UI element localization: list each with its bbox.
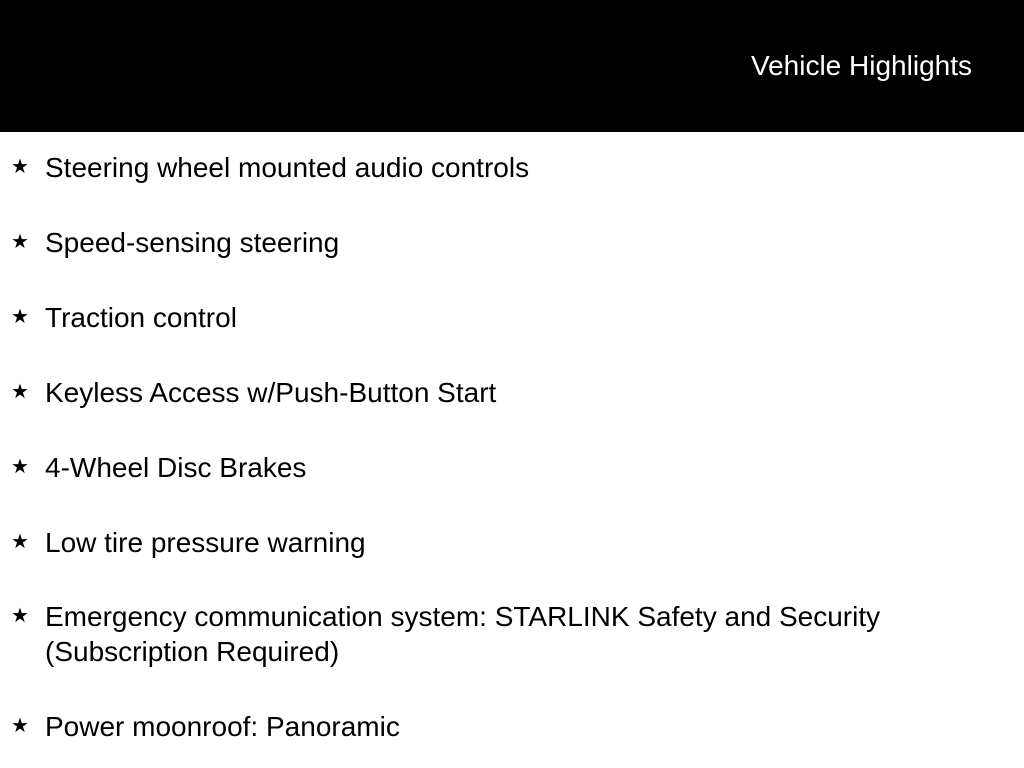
page-title: Vehicle Highlights	[750, 50, 972, 81]
highlight-text: Steering wheel mounted audio controls	[45, 152, 530, 183]
star-icon: ★	[11, 603, 29, 627]
highlight-text: Traction control	[45, 302, 237, 333]
highlight-text: Low tire pressure warning	[45, 527, 366, 558]
star-icon: ★	[11, 529, 29, 553]
star-icon: ★	[11, 454, 29, 478]
highlight-text: Power moonroof: Panoramic	[45, 711, 400, 742]
star-icon: ★	[11, 713, 29, 737]
highlight-text: Keyless Access w/Push-Button Start	[45, 377, 497, 408]
star-icon: ★	[11, 154, 29, 178]
highlight-text: 4-Wheel Disc Brakes	[45, 452, 307, 483]
star-icon: ★	[11, 304, 29, 328]
highlight-text: Emergency communication system: STARLINK Safety and Security (Subscription Required)	[45, 601, 881, 667]
highlight-text: Speed-sensing steering	[45, 227, 340, 258]
header-bar	[0, 0, 1024, 132]
star-icon: ★	[11, 379, 29, 403]
star-icon: ★	[11, 229, 29, 253]
